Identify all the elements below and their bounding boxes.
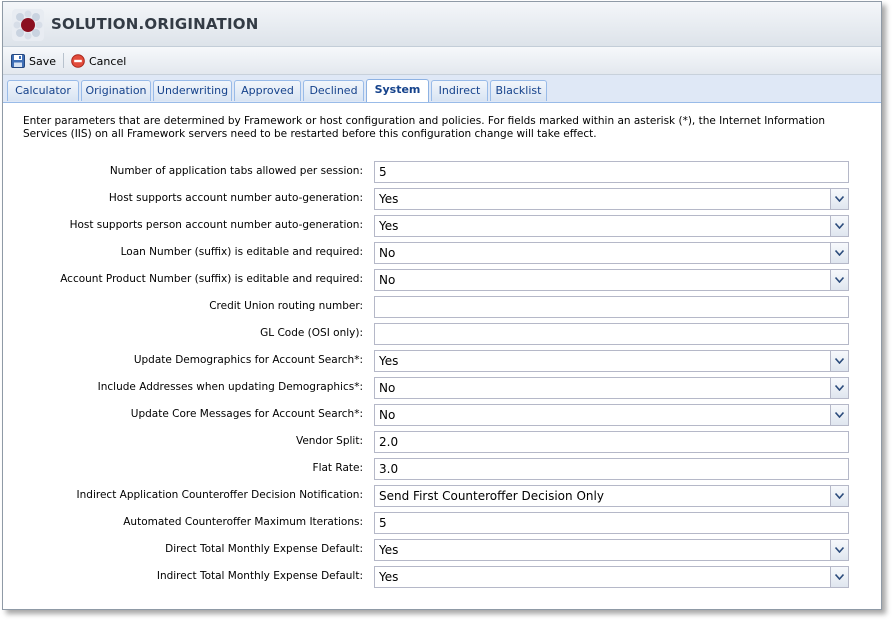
- save-button-label: Save: [29, 54, 57, 68]
- form-row-indirect-application-counteroffer-decision-notification: [3, 485, 881, 507]
- tab-calculator[interactable]: [7, 80, 79, 101]
- form-row-credit-union-routing-number: [3, 296, 881, 318]
- field-label: Update Demographics for Account Search*:: [133, 354, 363, 366]
- host-supports-account-number-auto-generation-select[interactable]: [374, 188, 849, 210]
- select-value: No: [379, 246, 396, 260]
- toolbar: [3, 47, 881, 75]
- dropdown-trigger[interactable]: [830, 189, 848, 209]
- host-supports-person-account-number-auto-generation-select[interactable]: [374, 215, 849, 237]
- select-value: No: [379, 408, 396, 422]
- intro-text: Enter parameters that are determined by Framework or host configuration and policies. For fields marked within an asterisk (*), the Internet Information Services (IIS) on all Framework servers need to be restarted before this configuration change will take effect.: [23, 115, 825, 140]
- form-row-update-core-messages-for-account-search: [3, 404, 881, 426]
- field-label: Indirect Application Counteroffer Decision Notification:: [76, 489, 363, 501]
- form-row-host-supports-account-number-auto-generation: [3, 188, 881, 210]
- tab-label: Blacklist: [495, 84, 542, 97]
- app-window: [2, 1, 882, 610]
- chevron-down-icon: [835, 250, 844, 256]
- app-title: SOLUTION.ORIGINATION: [51, 15, 259, 33]
- tab-declined[interactable]: [303, 80, 364, 101]
- cancel-circle-icon: [71, 54, 85, 68]
- dropdown-trigger[interactable]: [830, 270, 848, 290]
- select-value: Yes: [379, 219, 399, 233]
- select-value: Send First Counteroffer Decision Only: [379, 489, 604, 503]
- update-core-messages-for-account-search-select[interactable]: [374, 404, 849, 426]
- include-addresses-when-updating-demographics-select[interactable]: [374, 377, 849, 399]
- tab-approved[interactable]: [234, 80, 301, 101]
- form-row-account-product-number-suffix-is-editable-and-required: [3, 269, 881, 291]
- form-row-direct-total-monthly-expense-default: [3, 539, 881, 561]
- indirect-total-monthly-expense-default-select[interactable]: [374, 566, 849, 588]
- flat-rate-input[interactable]: [374, 458, 849, 480]
- field-label: Vendor Split:: [295, 435, 363, 447]
- indirect-application-counteroffer-decision-notification-select[interactable]: [374, 485, 849, 507]
- tab-label: Approved: [241, 84, 294, 97]
- dropdown-trigger[interactable]: [830, 405, 848, 425]
- chevron-down-icon: [835, 412, 844, 418]
- tab-label: Declined: [309, 84, 358, 97]
- update-demographics-for-account-search-select[interactable]: [374, 350, 849, 372]
- chevron-down-icon: [835, 385, 844, 391]
- field-label: Include Addresses when updating Demographics*:: [97, 381, 363, 393]
- field-label: Loan Number (suffix) is editable and required:: [120, 246, 363, 258]
- tab-blacklist[interactable]: [490, 80, 547, 101]
- tab-system[interactable]: [366, 79, 429, 102]
- select-value: Yes: [379, 570, 399, 584]
- form-row-number-of-application-tabs-allowed-per-session: [3, 161, 881, 183]
- tab-label: Calculator: [15, 84, 71, 97]
- field-label: Direct Total Monthly Expense Default:: [165, 543, 363, 555]
- toolbar-separator: [63, 53, 64, 68]
- floppy-disk-icon: [11, 54, 25, 68]
- select-value: No: [379, 381, 396, 395]
- field-label: GL Code (OSI only):: [260, 327, 363, 339]
- field-label: Host supports account number auto-generation:: [108, 192, 363, 204]
- vendor-split-input[interactable]: [374, 431, 849, 453]
- field-label: Account Product Number (suffix) is editable and required:: [60, 273, 363, 285]
- form-row-loan-number-suffix-is-editable-and-required: [3, 242, 881, 264]
- form-row-indirect-total-monthly-expense-default: [3, 566, 881, 588]
- account-product-number-suffix-is-editable-and-required-select[interactable]: [374, 269, 849, 291]
- system-settings-panel: [3, 103, 881, 609]
- select-value: No: [379, 273, 396, 287]
- field-label: Update Core Messages for Account Search*:: [130, 408, 363, 420]
- tab-indirect[interactable]: [431, 80, 488, 101]
- tab-strip: [3, 75, 881, 103]
- field-label: Automated Counteroffer Maximum Iterations:: [123, 516, 363, 528]
- field-label: Flat Rate:: [312, 462, 363, 474]
- dropdown-trigger[interactable]: [830, 378, 848, 398]
- dropdown-trigger[interactable]: [830, 351, 848, 371]
- save-button[interactable]: [11, 52, 56, 70]
- dropdown-trigger[interactable]: [830, 216, 848, 236]
- title-bar: [3, 2, 881, 47]
- form-row-update-demographics-for-account-search: [3, 350, 881, 372]
- form-row-host-supports-person-account-number-auto-generation: [3, 215, 881, 237]
- direct-total-monthly-expense-default-select[interactable]: [374, 539, 849, 561]
- form-row-flat-rate: [3, 458, 881, 480]
- select-value: Yes: [379, 192, 399, 206]
- automated-counteroffer-maximum-iterations-input[interactable]: [374, 512, 849, 534]
- field-label: Number of application tabs allowed per session:: [109, 165, 363, 177]
- chevron-down-icon: [835, 358, 844, 364]
- app-logo-icon: [12, 9, 44, 41]
- field-label: Indirect Total Monthly Expense Default:: [156, 570, 363, 582]
- form-row-automated-counteroffer-maximum-iterations: [3, 512, 881, 534]
- select-value: Yes: [379, 354, 399, 368]
- field-label: Credit Union routing number:: [209, 300, 363, 312]
- cancel-button[interactable]: [71, 52, 126, 70]
- chevron-down-icon: [835, 493, 844, 499]
- field-label: Host supports person account number auto-generation:: [69, 219, 363, 231]
- tab-label: Indirect: [438, 84, 481, 97]
- chevron-down-icon: [835, 277, 844, 283]
- chevron-down-icon: [835, 574, 844, 580]
- dropdown-trigger[interactable]: [830, 243, 848, 263]
- credit-union-routing-number-input[interactable]: [374, 296, 849, 318]
- tab-origination[interactable]: [81, 80, 151, 101]
- tab-underwriting[interactable]: [153, 80, 232, 101]
- cancel-button-label: Cancel: [89, 54, 127, 68]
- tab-label: Underwriting: [156, 84, 229, 97]
- tab-label: Origination: [85, 84, 147, 97]
- chevron-down-icon: [835, 196, 844, 202]
- gl-code-osi-only-input[interactable]: [374, 323, 849, 345]
- dropdown-trigger[interactable]: [830, 486, 848, 506]
- select-value: Yes: [379, 543, 399, 557]
- tab-label: System: [374, 83, 421, 96]
- form-row-gl-code-osi-only: [3, 323, 881, 345]
- form-row-include-addresses-when-updating-demographics: [3, 377, 881, 399]
- dropdown-trigger[interactable]: [830, 567, 848, 587]
- chevron-down-icon: [835, 223, 844, 229]
- dropdown-trigger[interactable]: [830, 540, 848, 560]
- chevron-down-icon: [835, 547, 844, 553]
- form-row-vendor-split: [3, 431, 881, 453]
- number-of-application-tabs-allowed-per-session-input[interactable]: [374, 161, 849, 183]
- loan-number-suffix-is-editable-and-required-select[interactable]: [374, 242, 849, 264]
